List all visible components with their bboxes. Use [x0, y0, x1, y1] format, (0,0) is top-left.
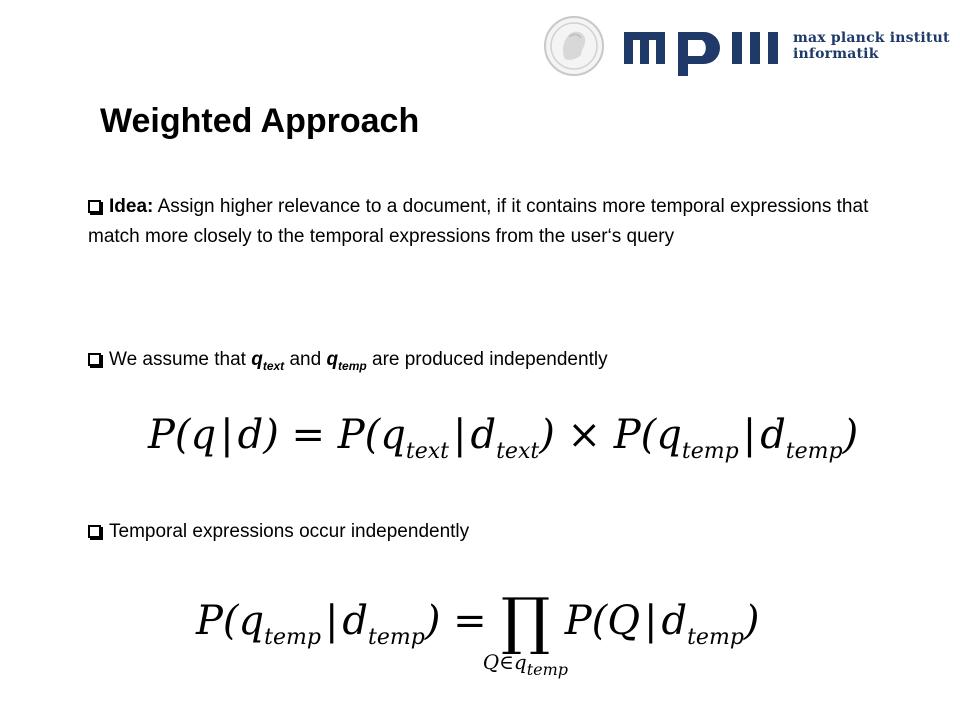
- f2-lhs: P(q: [196, 598, 265, 644]
- slide-title: Weighted Approach: [100, 102, 420, 140]
- bullet-independence-assumption: [88, 345, 608, 381]
- bullet-idea: [88, 192, 908, 252]
- square-bullet-icon: [88, 525, 101, 538]
- institute-name-line2: informatik: [793, 46, 879, 62]
- f1-sub-temp: temp: [681, 439, 739, 464]
- f1-bar3: |: [742, 412, 757, 458]
- product-index-sub: temp: [526, 660, 569, 679]
- f1-lhs2: d) = P(q: [237, 412, 406, 458]
- f2-sub-temp: temp: [264, 625, 321, 650]
- q-temp-subscript: temp: [338, 359, 367, 373]
- f2-rhs: P(Q: [564, 598, 640, 644]
- f1-times: ) × P(q: [539, 412, 682, 458]
- institute-name-line1: max planck institut: [793, 30, 950, 46]
- f2-d: d: [342, 598, 369, 644]
- product-index-text: Q∈q: [482, 650, 527, 674]
- idea-label: Idea:: [109, 196, 154, 217]
- b2-pre: We assume that: [109, 349, 252, 370]
- f2-sub-temp2: temp: [368, 625, 425, 650]
- f2-rhs-d: d: [661, 598, 688, 644]
- q-text-subscript: text: [262, 359, 285, 373]
- b2-post: are produced independently: [366, 349, 608, 370]
- f2-bar: |: [324, 598, 339, 644]
- f1-lhs: P(q: [148, 412, 217, 458]
- b3-text: Temporal expressions occur independently: [109, 521, 470, 542]
- f1-d-temp: d: [760, 412, 786, 458]
- mpi-wordmark-logo: [622, 22, 787, 78]
- bullet-temporal-independence: [88, 517, 469, 547]
- product-index: [483, 650, 568, 679]
- f2-end: ): [743, 598, 760, 644]
- institute-name: [793, 30, 950, 62]
- f1-bar2: |: [453, 412, 467, 458]
- f1-bar: |: [220, 412, 234, 458]
- f2-eq: ) =: [424, 598, 487, 644]
- idea-text: Assign higher relevance to a document, if it contains more temporal expressions that match more closely to the temporal expressions from the user‘s query: [88, 196, 869, 247]
- minerva-seal-icon: [543, 15, 605, 77]
- f1-sub-text2: text: [496, 439, 540, 464]
- f1-end: ): [842, 412, 859, 458]
- square-bullet-icon: [88, 200, 101, 213]
- f1-d-text: d: [470, 412, 497, 458]
- f1-sub-temp2: temp: [785, 439, 843, 464]
- f2-sub-temp3: temp: [687, 625, 744, 650]
- formula-query-likelihood: [148, 412, 858, 464]
- b2-and: and: [284, 349, 327, 370]
- product-symbol: ∏: [501, 584, 551, 657]
- q-temp-symbol: q: [326, 349, 339, 370]
- square-bullet-icon: [88, 353, 101, 366]
- q-text-symbol: q: [251, 349, 263, 370]
- f1-sub-text: text: [405, 439, 449, 464]
- f2-bar2: |: [644, 598, 658, 644]
